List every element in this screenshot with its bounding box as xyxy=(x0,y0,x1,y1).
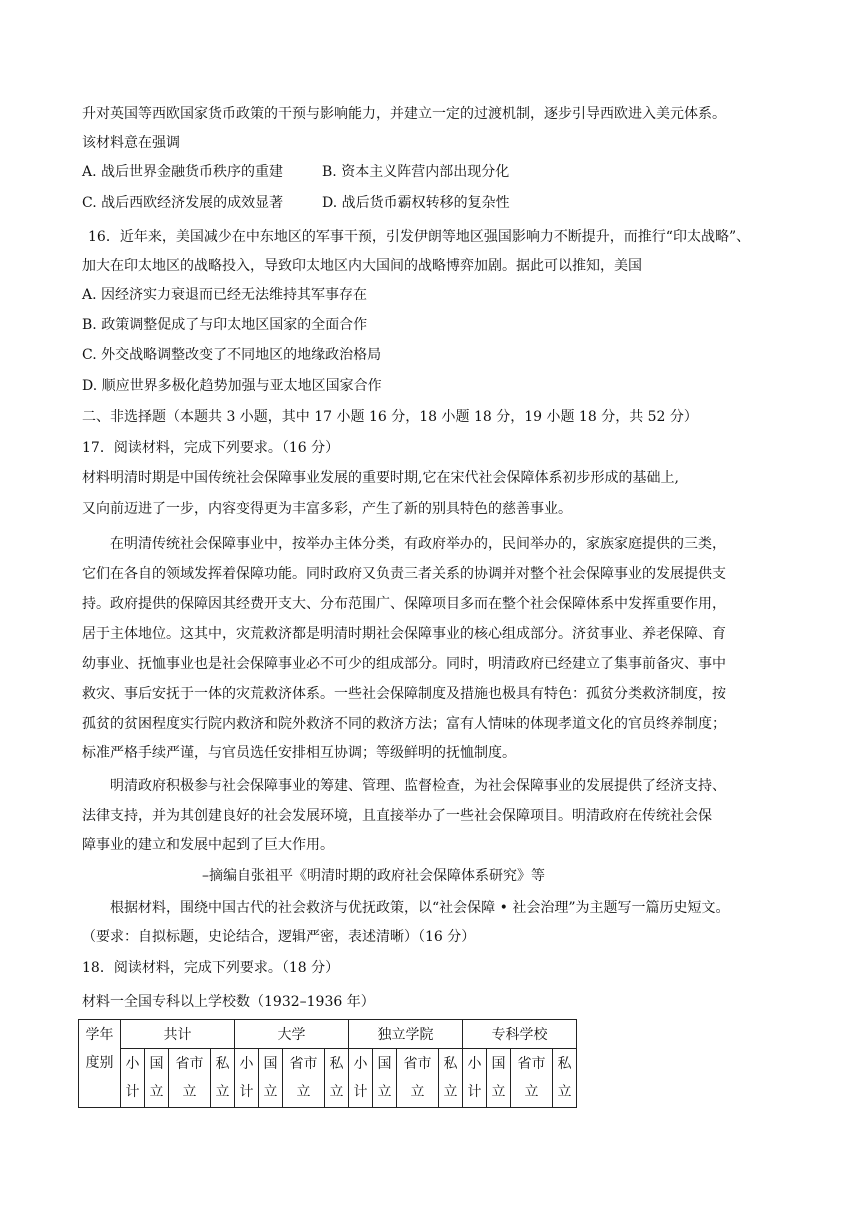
q15-option-c: C. 战后西欧经济发展的成效显著 xyxy=(82,195,284,211)
table-subheader: 私立 xyxy=(439,1049,463,1108)
table-subheader: 小计 xyxy=(235,1049,259,1108)
table-subheader: 省市立 xyxy=(283,1049,325,1108)
q17-paragraph-line: 居于主体地位。这其中，灾荒救济都是明清时期社会保障事业的核心组成部分。济贫事业、养老保障、育 xyxy=(82,626,726,642)
q16-line-1: 16．近年来，美国减少在中东地区的军事干预，引发伊朗等地区强国影响力不断提升，而推行“印太战略”、 xyxy=(88,229,751,245)
table-subheader: 国立 xyxy=(145,1049,169,1108)
table-subheader-row xyxy=(79,1049,577,1108)
q18-material-title: 材料一全国专科以上学校数（1932–1936 年） xyxy=(82,994,375,1010)
table-subheader: 私立 xyxy=(211,1049,235,1108)
section-2-heading: 二、非选择题（本题共 3 小题，其中 17 小题 16 分，18 小题 18 分，19 小题 18 分，共 52 分） xyxy=(82,409,698,425)
q16-line-2: 加大在印太地区的战略投入，导致印太地区内大国间的战略博弈加剧。据此可以推知，美国 xyxy=(82,258,642,274)
table-subheader: 小计 xyxy=(463,1049,487,1108)
table-subheader: 私立 xyxy=(553,1049,577,1108)
q17-paragraph-line: 障事业的建立和发展中起到了巨大作用。 xyxy=(82,837,334,853)
table-subheader: 省市立 xyxy=(511,1049,553,1108)
q15-option-d: D. 战后货币霸权转移的复杂性 xyxy=(322,195,510,211)
table-group-header: 独立学院 xyxy=(349,1020,463,1049)
q17-paragraph-line: 明清政府积极参与社会保障事业的筹建、管理、监督检查，为社会保障事业的发展提供了经济支持、 xyxy=(110,778,726,794)
q17-paragraph-line: 持。政府提供的保障因其经费开支大、分布范围广、保障项目多而在整个社会保障体系中发挥重要作用， xyxy=(82,596,726,612)
q17-heading: 17．阅读材料，完成下列要求。（16 分） xyxy=(82,440,340,456)
q16-option-d: D. 顺应世界多极化趋势加强与亚太地区国家合作 xyxy=(82,378,382,394)
q16-option-c: C. 外交战略调整改变了不同地区的地缘政治格局 xyxy=(82,347,382,363)
q17-paragraph-line: 在明清传统社会保障事业中，按举办主体分类，有政府举办的，民间举办的，家族家庭提供的三类， xyxy=(110,536,726,552)
q17-paragraph-line: 孤贫的贫困程度实行院内救济和院外救济不同的救济方法；富有人情味的体现孝道文化的官员终养制度； xyxy=(82,716,726,732)
q17-task-line: 根据材料，围绕中国古代的社会救济与优抚政策，以“社会保障 • 社会治理”为主题写一篇历史短文。 xyxy=(110,900,730,916)
q17-paragraph-line: 幼事业、抚恤事业也是社会保障事业必不可少的组成部分。同时，明清政府已经建立了集事前备灾、事中 xyxy=(82,656,726,672)
q16-option-a: A. 因经济实力衰退而已经无法维持其军事存在 xyxy=(82,287,368,303)
q17-intro-line: 材料明清时期是中国传统社会保障事业发展的重要时期,它在宋代社会保障体系初步形成的基础上, xyxy=(82,470,679,486)
q17-paragraph-line: 救灾、事后安抚于一体的灾荒救济体系。一些社会保障制度及措施也极具有特色：孤贫分类救济制度，按 xyxy=(82,686,726,702)
q17-task-line: （要求：自拟标题，史论结合，逻辑严密，表述清晰）（16 分） xyxy=(82,929,476,945)
table-header-row xyxy=(79,1020,577,1049)
table-group-header: 专科学校 xyxy=(463,1020,577,1049)
table-subheader: 省市立 xyxy=(169,1049,211,1108)
q17-intro-line: 又向前迈进了一步，内容变得更为丰富多彩，产生了新的别具特色的慈善事业。 xyxy=(82,501,572,517)
q17-paragraph-line: 它们在各自的领域发挥着保障功能。同时政府又负责三者关系的协调并对整个社会保障事业的发展提供支 xyxy=(82,566,726,582)
q17-paragraph-line: 标准严格手续严谨，与官员选任安排相互协调；等级鲜明的抚恤制度。 xyxy=(82,745,516,761)
q16-option-b: B. 政策调整促成了与印太地区国家的全面合作 xyxy=(82,317,368,333)
q15-option-b: B. 资本主义阵营内部出现分化 xyxy=(322,164,510,180)
table-group-header: 共计 xyxy=(121,1020,235,1049)
table-subheader: 省市立 xyxy=(397,1049,439,1108)
q17-source-citation: –摘编自张祖平《明清时期的政府社会保障体系研究》等 xyxy=(202,868,545,884)
table-subheader: 国立 xyxy=(487,1049,511,1108)
table-subheader: 国立 xyxy=(373,1049,397,1108)
table-subheader: 私立 xyxy=(325,1049,349,1108)
table-subheader: 小计 xyxy=(349,1049,373,1108)
table-subheader: 国立 xyxy=(259,1049,283,1108)
table-group-header: 大学 xyxy=(235,1020,349,1049)
q15-line-2: 该材料意在强调 xyxy=(82,135,180,151)
table-corner-header: 学年度别 xyxy=(79,1020,121,1108)
q15-line-1: 升对英国等西欧国家货币政策的干预与影响能力，并建立一定的过渡机制，逐步引导西欧进入美元体系。 xyxy=(82,106,726,122)
table-subheader: 小计 xyxy=(121,1049,145,1108)
q15-option-a: A. 战后世界金融货币秩序的重建 xyxy=(82,164,284,180)
schools-table xyxy=(78,1019,577,1108)
q18-heading: 18．阅读材料，完成下列要求。（18 分） xyxy=(82,960,340,976)
q17-paragraph-line: 法律支持，并为其创建良好的社会发展环境，且直接举办了一些社会保障项目。明清政府在传统社会保 xyxy=(82,808,712,824)
